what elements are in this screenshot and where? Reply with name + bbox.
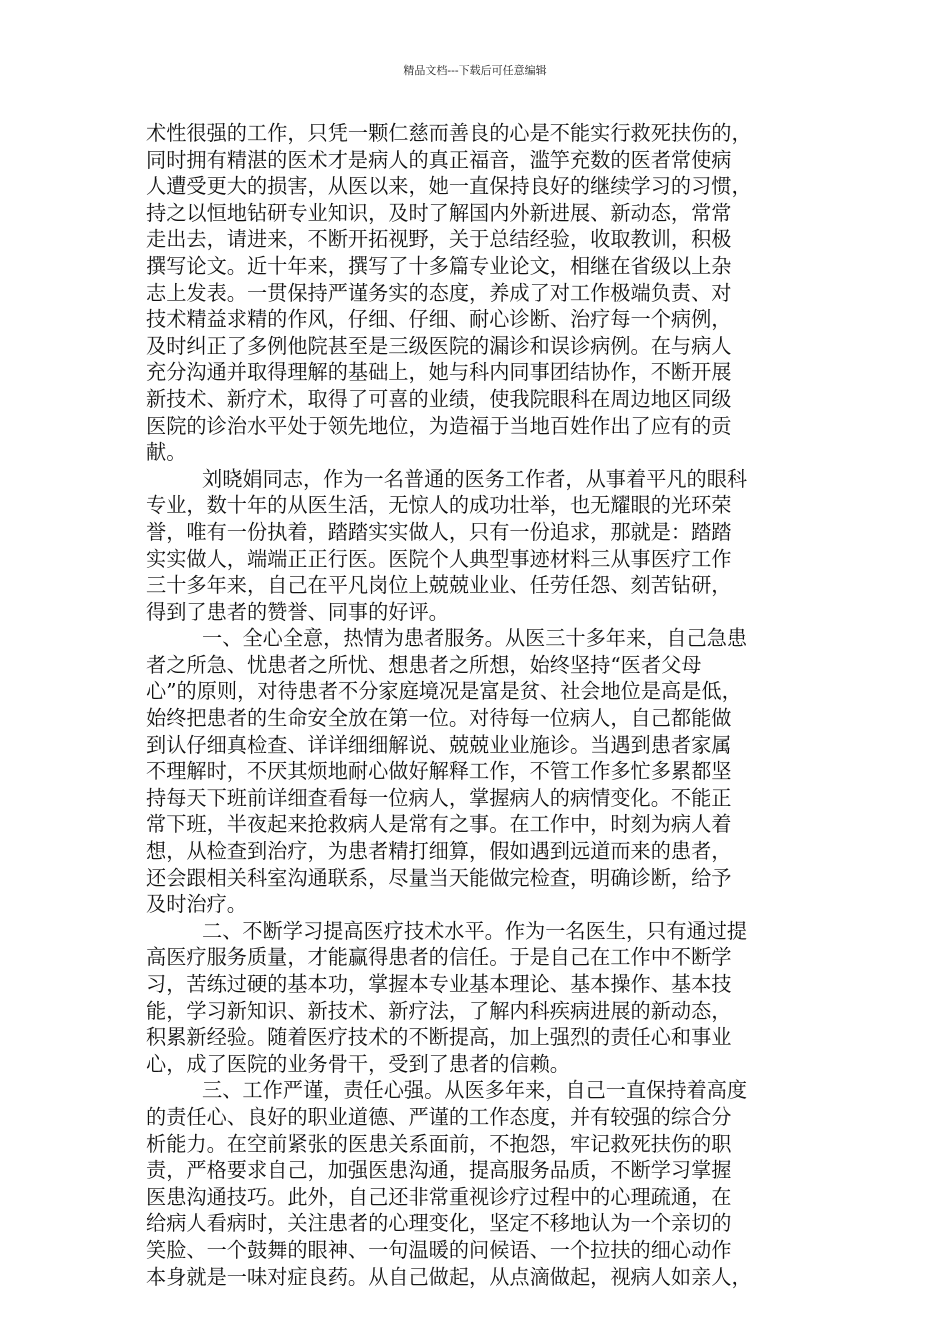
text-line: 责，严格要求自己，加强医患沟通，提高服务品质，不断学习掌握 bbox=[146, 1158, 732, 1183]
text-line: 实实做人，端端正正行医。医院个人典型事迹材料三从事医疗工作 bbox=[146, 546, 732, 571]
text-line: 心，成了医院的业务骨干，受到了患者的信赖。 bbox=[146, 1051, 570, 1076]
text-line: 析能力。在空前紧张的医患关系面前，不抱怨，牢记救死扶伤的职 bbox=[146, 1131, 732, 1156]
text-line: 医患沟通技巧。此外，自己还非常重视诊疗过程中的心理疏通，在 bbox=[146, 1184, 732, 1209]
text-line: 心”的原则，对待患者不分家庭境况是富是贫、社会地位是高是低， bbox=[146, 679, 742, 704]
text-line: 者之所急、忧患者之所忧、想患者之所想，始终坚持“医者父母 bbox=[146, 652, 702, 677]
text-line: 医院的诊治水平处于领先地位，为造福于当地百姓作出了应有的贡 bbox=[146, 413, 732, 438]
text-line: 本身就是一味对症良药。从自己做起，从点滴做起，视病人如亲人， bbox=[146, 1264, 752, 1289]
text-line: 持每天下班前详细查看每一位病人，掌握病人的病情变化。不能正 bbox=[146, 785, 732, 810]
text-line: 习，苦练过硬的基本功，掌握本专业基本理论、基本操作、基本技 bbox=[146, 972, 732, 996]
text-line: 及时纠正了多例他院甚至是三级医院的漏诊和误诊病例。在与病人 bbox=[146, 333, 732, 358]
text-line: 志上发表。一贯保持严谨务实的态度，养成了对工作极端负责、对 bbox=[146, 280, 732, 305]
text-line: 到认仔细真检查、详详细细解说、兢兢业业施诊。当遇到患者家属 bbox=[146, 732, 732, 757]
text-line: 术性很强的工作，只凭一颗仁慈而善良的心是不能实行救死扶伤的， bbox=[146, 121, 752, 145]
text-line: 及时治疗。 bbox=[146, 892, 247, 917]
text-line: 始终把患者的生命安全放在第一位。对待每一位病人，自己都能做 bbox=[146, 706, 732, 731]
document-body bbox=[146, 120, 806, 1290]
text-line: 得到了患者的赞誉、同事的好评。 bbox=[146, 599, 449, 624]
text-line: 二、不断学习提高医疗技术水平。作为一名医生，只有通过提 bbox=[202, 918, 748, 943]
text-line: 三十多年来，自己在平凡岗位上兢兢业业、任劳任怨、刻苦钻研， bbox=[146, 573, 732, 598]
text-line: 刘晓娟同志，作为一名普通的医务工作者，从事着平凡的眼科 bbox=[202, 466, 748, 491]
text-line: 献。 bbox=[146, 440, 187, 465]
text-line: 能，学习新知识、新技术、新疗法，了解内科疾病进展的新动态， bbox=[146, 998, 732, 1023]
text-line: 持之以恒地钻研专业知识，及时了解国内外新进展、新动态，常常 bbox=[146, 200, 732, 225]
text-line: 不理解时，不厌其烦地耐心做好解释工作，不管工作多忙多累都坚 bbox=[146, 759, 732, 784]
text-line: 充分沟通并取得理解的基础上，她与科内同事团结协作，不断开展 bbox=[146, 360, 732, 385]
text-line: 还会跟相关科室沟通联系，尽量当天能做完检查，明确诊断，给予 bbox=[146, 865, 732, 890]
text-line: 人遭受更大的损害，从医以来，她一直保持良好的继续学习的习惯， bbox=[146, 174, 752, 199]
text-line: 新技术、新疗术，取得了可喜的业绩，使我院眼科在周边地区同级 bbox=[146, 386, 732, 411]
text-line: 积累新经验。随着医疗技术的不断提高，加上强烈的责任心和事业 bbox=[146, 1025, 732, 1050]
text-line: 一、全心全意，热情为患者服务。从医三十多年来，自己急患 bbox=[202, 626, 748, 651]
text-line: 同时拥有精湛的医术才是病人的真正福音，滥竽充数的医者常使病 bbox=[146, 147, 732, 172]
text-line: 想，从检查到治疗，为患者精打细算，假如遇到远道而来的患者， bbox=[146, 839, 732, 864]
page-header: 精品文档---下载后可任意编辑 bbox=[403, 64, 547, 77]
text-line: 技术精益求精的作风，仔细、仔细、耐心诊断、治疗每一个病例， bbox=[146, 307, 732, 332]
text-line: 誉，唯有一份执着，踏踏实实做人，只有一份追求，那就是：踏踏 bbox=[146, 519, 732, 544]
text-line: 笑脸、一个鼓舞的眼神、一句温暖的问候语、一个拉扶的细心动作 bbox=[146, 1237, 732, 1262]
text-line: 高医疗服务质量，才能赢得患者的信任。于是自己在工作中不断学 bbox=[146, 945, 732, 970]
text-line: 的责任心、良好的职业道德、严谨的工作态度，并有较强的综合分 bbox=[146, 1104, 732, 1129]
text-line: 撰写论文。近十年来，撰写了十多篇专业论文，相继在省级以上杂 bbox=[146, 253, 732, 278]
text-line: 专业，数十年的从医生活，无惊人的成功壮举，也无耀眼的光环荣 bbox=[146, 493, 732, 518]
text-line: 三、工作严谨，责任心强。从医多年来，自己一直保持着高度 bbox=[202, 1078, 748, 1103]
text-line: 常下班，半夜起来抢救病人是常有之事。在工作中，时刻为病人着 bbox=[146, 812, 732, 837]
text-line: 走出去，请进来，不断开拓视野，关于总结经验，收取教训，积极 bbox=[146, 227, 732, 252]
text-line: 给病人看病时，关注患者的心理变化，坚定不移地认为一个亲切的 bbox=[146, 1211, 732, 1236]
